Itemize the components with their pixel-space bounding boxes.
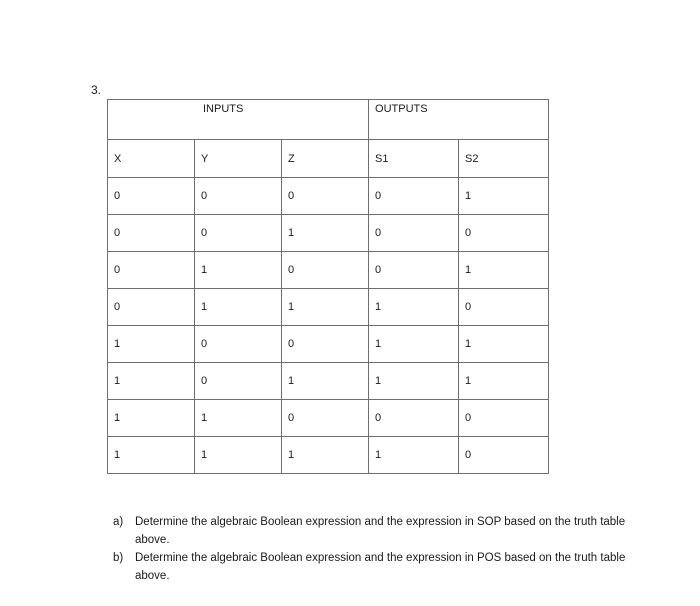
question-a-label: a)	[113, 516, 124, 528]
questions-list	[113, 513, 633, 585]
cell-x: 1	[108, 437, 195, 474]
cell-z: 1	[282, 215, 369, 252]
cell-y: 0	[195, 363, 282, 400]
cell-s1: 1	[369, 437, 459, 474]
cell-x: 0	[108, 178, 195, 215]
question-b-label: b)	[113, 552, 124, 564]
cell-s2: 1	[459, 252, 549, 289]
question-a-text: Determine the algebraic Boolean expression and the expression in SOP based on the truth table above.	[135, 516, 626, 546]
cell-s2: 1	[459, 363, 549, 400]
cell-z: 0	[282, 400, 369, 437]
cell-x: 0	[108, 289, 195, 326]
cell-x: 0	[108, 252, 195, 289]
cell-y: 0	[195, 215, 282, 252]
cell-s2: 0	[459, 215, 549, 252]
cell-y: 1	[195, 400, 282, 437]
cell-s1: 0	[369, 252, 459, 289]
inputs-group-header: INPUTS	[108, 100, 369, 140]
cell-s1: 0	[369, 400, 459, 437]
cell-z: 1	[282, 289, 369, 326]
question-number: 3.	[91, 83, 102, 97]
column-header-x: X	[108, 140, 195, 178]
table-column-header-row	[108, 140, 549, 178]
table-row	[108, 178, 549, 215]
cell-x: 0	[108, 215, 195, 252]
cell-x: 1	[108, 400, 195, 437]
cell-x: 1	[108, 326, 195, 363]
outputs-group-header: OUTPUTS	[369, 100, 549, 140]
question-b	[113, 549, 633, 585]
table-row	[108, 252, 549, 289]
table-group-header-row	[108, 100, 549, 140]
cell-s2: 0	[459, 437, 549, 474]
cell-z: 1	[282, 363, 369, 400]
table-row	[108, 289, 549, 326]
cell-s1: 0	[369, 178, 459, 215]
cell-y: 1	[195, 289, 282, 326]
column-header-s1: S1	[369, 140, 459, 178]
table-row	[108, 400, 549, 437]
cell-y: 1	[195, 252, 282, 289]
column-header-z: Z	[282, 140, 369, 178]
cell-z: 0	[282, 178, 369, 215]
cell-s1: 1	[369, 289, 459, 326]
cell-y: 1	[195, 437, 282, 474]
cell-y: 0	[195, 326, 282, 363]
column-header-y: Y	[195, 140, 282, 178]
table-row	[108, 363, 549, 400]
cell-s2: 1	[459, 326, 549, 363]
question-b-text: Determine the algebraic Boolean expression and the expression in POS based on the truth table above.	[135, 552, 626, 582]
column-header-s2: S2	[459, 140, 549, 178]
cell-z: 0	[282, 252, 369, 289]
truth-table-body	[108, 100, 549, 474]
cell-x: 1	[108, 363, 195, 400]
cell-s2: 0	[459, 400, 549, 437]
cell-s1: 1	[369, 363, 459, 400]
cell-s2: 1	[459, 178, 549, 215]
cell-y: 0	[195, 178, 282, 215]
truth-table	[107, 99, 549, 474]
table-row	[108, 437, 549, 474]
cell-s2: 0	[459, 289, 549, 326]
table-row	[108, 326, 549, 363]
cell-s1: 1	[369, 326, 459, 363]
cell-z: 1	[282, 437, 369, 474]
cell-s1: 0	[369, 215, 459, 252]
table-row	[108, 215, 549, 252]
question-a	[113, 513, 633, 549]
cell-z: 0	[282, 326, 369, 363]
